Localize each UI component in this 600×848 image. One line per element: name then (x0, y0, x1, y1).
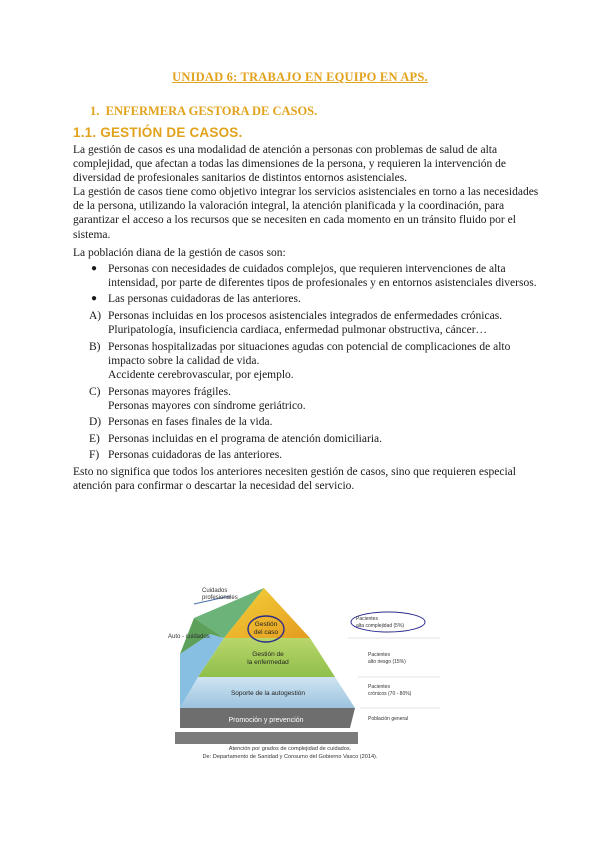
figure-caption-2: De: Departamento de Sanidad y Consumo del Gobierno Vasco (2014). (202, 754, 378, 760)
right-label-low-2: crónicos (70 - 80%) (368, 691, 412, 697)
level-base: Promoción y prevención (228, 717, 304, 724)
section-number: 1. (90, 104, 100, 118)
right-label-mid-1: Pacientes (368, 652, 390, 658)
section-text: ENFERMERA GESTORA DE CASOS. (105, 104, 318, 118)
section-heading (90, 104, 317, 119)
list-item: C) Personas mayores frágiles. Personas mayores con síndrome geriátrico. (89, 385, 306, 412)
right-label-ellipse (351, 612, 425, 632)
list-item: ● Personas con necesidades de cuidados complejos, que requieren intervenciones de alta intensidad, por parte de diferentes tipos de profesionales y en entornos asistenciales diversos. (91, 262, 537, 289)
right-label-mid-2: alto riesgo (15%) (368, 659, 406, 665)
list-item: B) Personas hospitalizadas por situaciones agudas con potencial de complicaciones de alto impacto sobre la calidad de vida. Accidente cerebrovascular, por ejemplo. (89, 340, 511, 381)
level-mid-1: Gestión de (252, 651, 284, 658)
level-top-1: Gestión (254, 621, 278, 628)
top-left-label-1: Cuidados (202, 588, 228, 594)
top-left-label-2: profesionales (202, 595, 238, 601)
figure-caption-1: Atención por grados de complejidad de cuidados. (228, 746, 352, 752)
list-item: ● Las personas cuidadoras de las anteriores. (91, 293, 301, 306)
target-population-list (73, 262, 543, 463)
subsection-heading: 1.1. GESTIÓN DE CASOS. (73, 125, 243, 140)
right-label-top-2: alta complejidad (5%) (356, 623, 405, 629)
self-care-label: Auto - cuidados (168, 634, 210, 640)
right-label-low-1: Pacientes (368, 684, 390, 690)
level-low: Soporte de la autogestión (230, 690, 306, 697)
unit-title: UNIDAD 6: TRABAJO EN EQUIPO EN APS. (172, 70, 428, 84)
level-mid-2: la enfermedad (247, 659, 289, 666)
level-top-2: del caso (253, 629, 279, 636)
right-label-base: Población general (368, 716, 409, 722)
list-item: E) Personas incluidas en el programa de atención domiciliaria. (89, 432, 382, 445)
pyramid-shadow (175, 732, 358, 744)
list-item: D) Personas en fases finales de la vida. (89, 416, 273, 429)
paragraph-objective: La gestión de casos tiene como objetivo integrar los servicios asistenciales en torno a las necesidades de la persona, utilizando la valoración integral, la atención planificada y la coordinación, para garantizar el acceso a los recursos que se necesiten en cada momento en un tránsito fluido por el sistema. (73, 186, 539, 241)
paragraph-definition: La gestión de casos es una modalidad de atención a personas con problemas de salud de alta complejidad, que afectan a todas las dimensiones de la persona, y requieren la intervención de diversidad de profesionales sanitarios de distintos entornos asistenciales. (73, 144, 507, 185)
paragraph-population: La población diana de la gestión de casos son: (73, 246, 286, 259)
paragraph-closing: Esto no significa que todos los anteriores necesiten gestión de casos, sino que requieren especial atención para confirmar o descartar la necesidad del servicio. (73, 465, 516, 493)
right-label-top-1: Pacientes (356, 616, 378, 622)
care-complexity-pyramid (150, 582, 450, 762)
list-item: F) Personas cuidadoras de las anteriores. (89, 449, 283, 462)
body-text (73, 143, 543, 493)
list-item: A) Personas incluidas en los procesos asistenciales integrados de enfermedades crónicas. Pluripatología, insuficiencia cardiaca, enfermedad pulmonar obstructiva, cáncer… (89, 310, 503, 337)
